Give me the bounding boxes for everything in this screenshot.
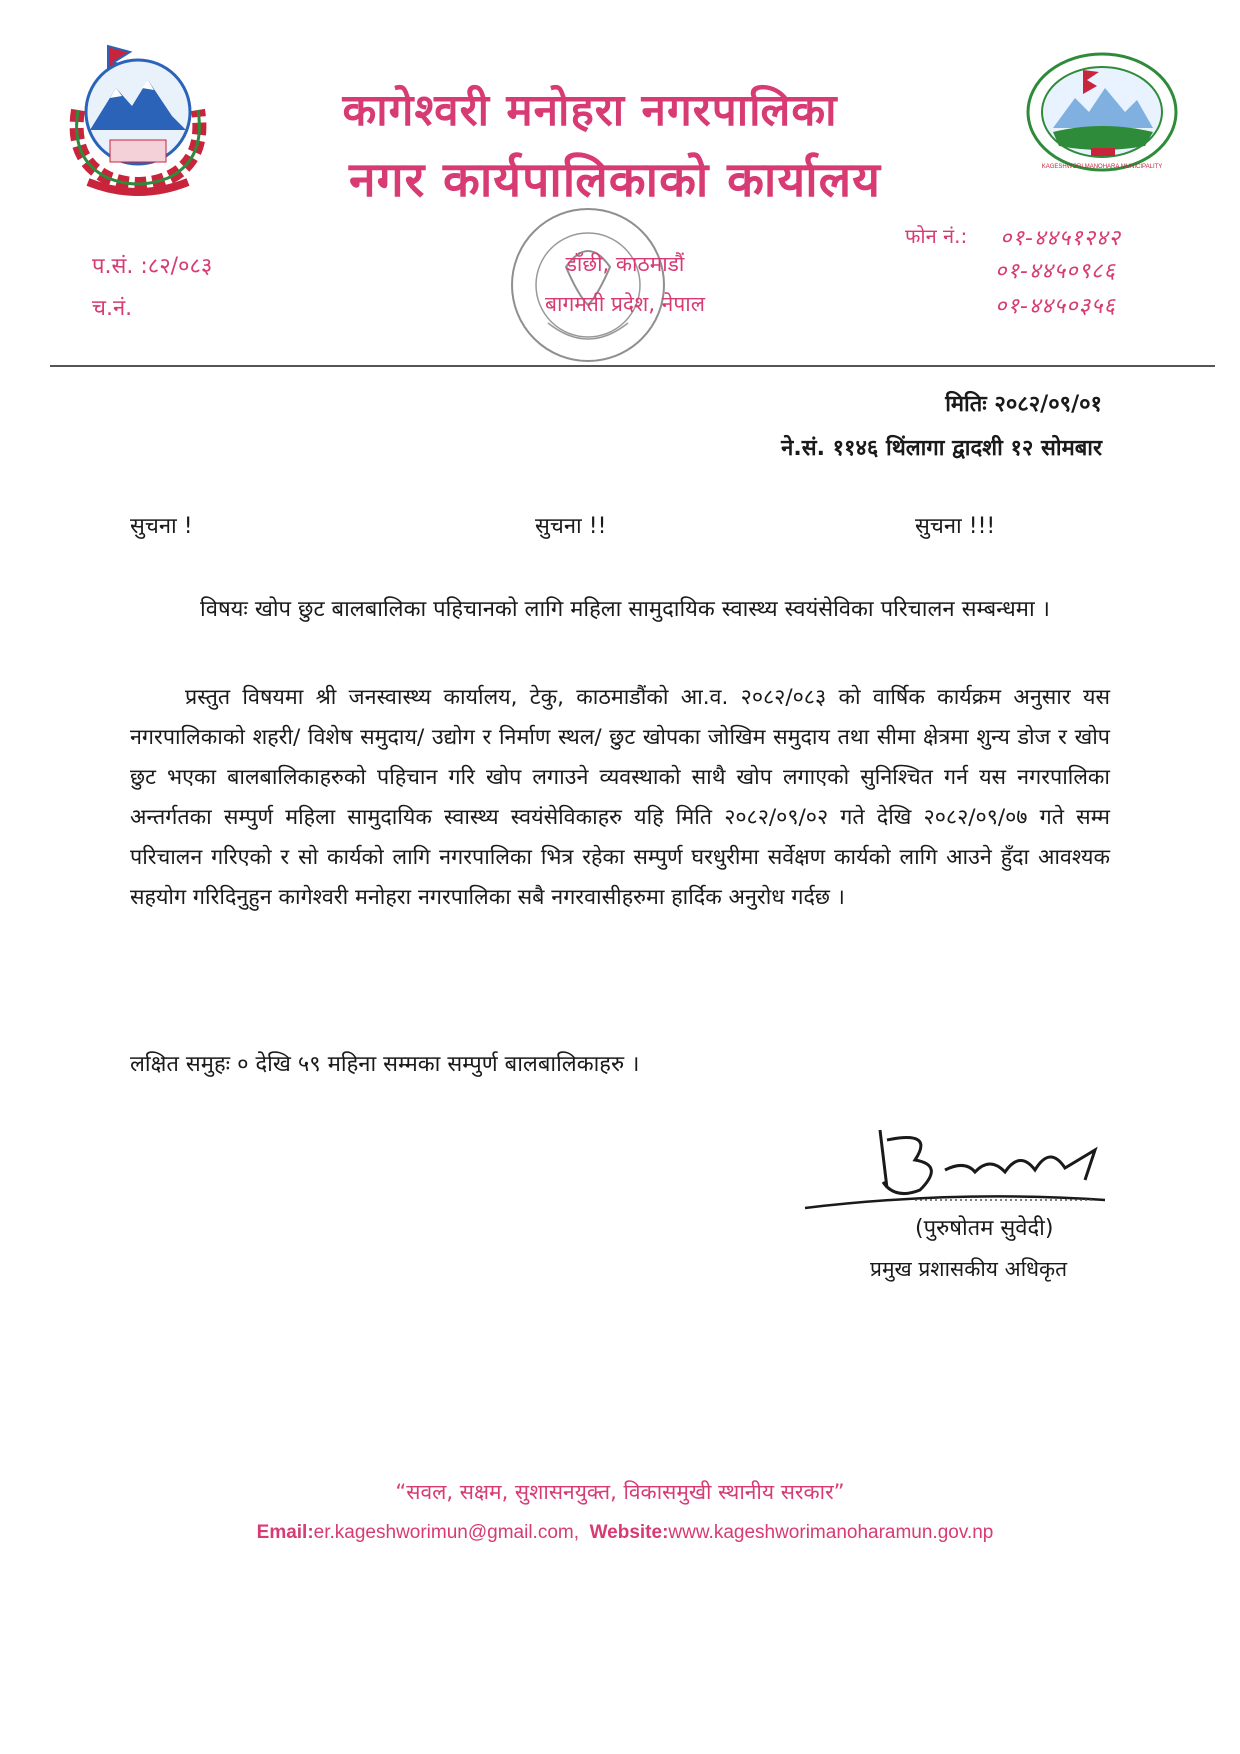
nepal-emblem-icon: [48, 40, 228, 200]
body-paragraph: प्रस्तुत विषयमा श्री जनस्वास्थ्य कार्यालय, टेकु, काठमाडौंको आ.व. २०८२/०८३ को वार्षिक कार्यक्रम अनुसार यस नगरपालिकाको शहरी/ विशेष समुदाय/ उद्योग र निर्माण स्थल/ छुट खोपका जोखिम समुदाय तथा सीमा क्षेत्रमा शुन्य डोज र खोप छुट भएका बालबालिकाहरुको पहिचान गरि खोप लगाउने व्यवस्थाको साथै खोप लगाएको सुनिश्चित गर्न यस नगरपालिका अन्तर्गतका सम्पुर्ण महिला सामुदायिक स्वास्थ्य स्वयंसेविकाहरु यहि मिति २०८२/०९/०२ गते देखि २०८२/०९/०७ गते सम्म परिचालन गरिएको र सो कार्यको लागि नगरपालिका भित्र रहेका सम्पुर्ण घरधुरीमा सर्वेक्षण कार्यको लागि आउने हुँदा आवश्यक सहयोग गरिदिनुहुन कागेश्वरी मनोहरा नगरपालिका सबै नगरवासीहरुमा हार्दिक अनुरोध गर्दछ ।: [130, 685, 1110, 910]
address-line-1: डाँछी, काठमाडौं: [565, 252, 685, 276]
date-bs: मितिः २०८२/०९/०१: [945, 392, 1102, 417]
phone-label: फोन नं.:: [905, 224, 968, 248]
office-name: नगर कार्यपालिकाको कार्यालय: [348, 152, 882, 208]
header-divider: [50, 365, 1215, 367]
website-label: Website:: [589, 1522, 669, 1543]
notice-heading: सुचना !!: [535, 514, 607, 539]
email-link[interactable]: er.kageshworimun@gmail.com,: [313, 1522, 580, 1543]
date-ns: ने.सं. ११४६ थिंलागा द्वादशी १२ सोमबार: [781, 436, 1102, 461]
address-line-2: बागमती प्रदेश, नेपाल: [545, 292, 705, 316]
notice-heading: सुचना !!!: [915, 514, 996, 539]
subject-line: विषयः खोप छुट बालबालिका पहिचानको लागि महिला सामुदायिक स्वास्थ्य स्वयंसेविका परिचालन सम्बन्धमा ।: [200, 597, 1050, 622]
dispatch-number: च.नं.: [92, 296, 133, 321]
notice-heading: सुचना !: [130, 514, 193, 539]
logo-text: KAGESHWORI MANOHARA MUNICIPALITY: [1041, 164, 1163, 170]
municipality-logo-icon: [1025, 50, 1180, 175]
signatory-name: (पुरुषोतम सुवेदी): [915, 1216, 1054, 1241]
ref-number: प.सं. :८२/०८३: [92, 254, 213, 279]
email-label: Email:: [256, 1522, 314, 1543]
phone-number: ०१-४४५१२४२: [1000, 226, 1121, 251]
footer-slogan: “सवल, सक्षम, सुशासनयुक्त, विकासमुखी स्थानीय सरकार”: [395, 1480, 845, 1504]
website-link[interactable]: www.kageshworimanoharamun.gov.np: [668, 1522, 994, 1543]
phone-number: ०१-४४५०३५६: [995, 294, 1116, 319]
municipality-name: कागेश्वरी मनोहरा नगरपालिका: [342, 85, 838, 136]
signatory-designation: प्रमुख प्रशासकीय अधिकृत: [870, 1257, 1068, 1281]
target-group: लक्षित समुहः ० देखि ५९ महिना सम्मका सम्पुर्ण बालबालिकाहरु ।: [130, 1052, 640, 1077]
footer-contact: [125, 1522, 1125, 1544]
phone-number: ०१-४४५०९८६: [995, 259, 1116, 284]
